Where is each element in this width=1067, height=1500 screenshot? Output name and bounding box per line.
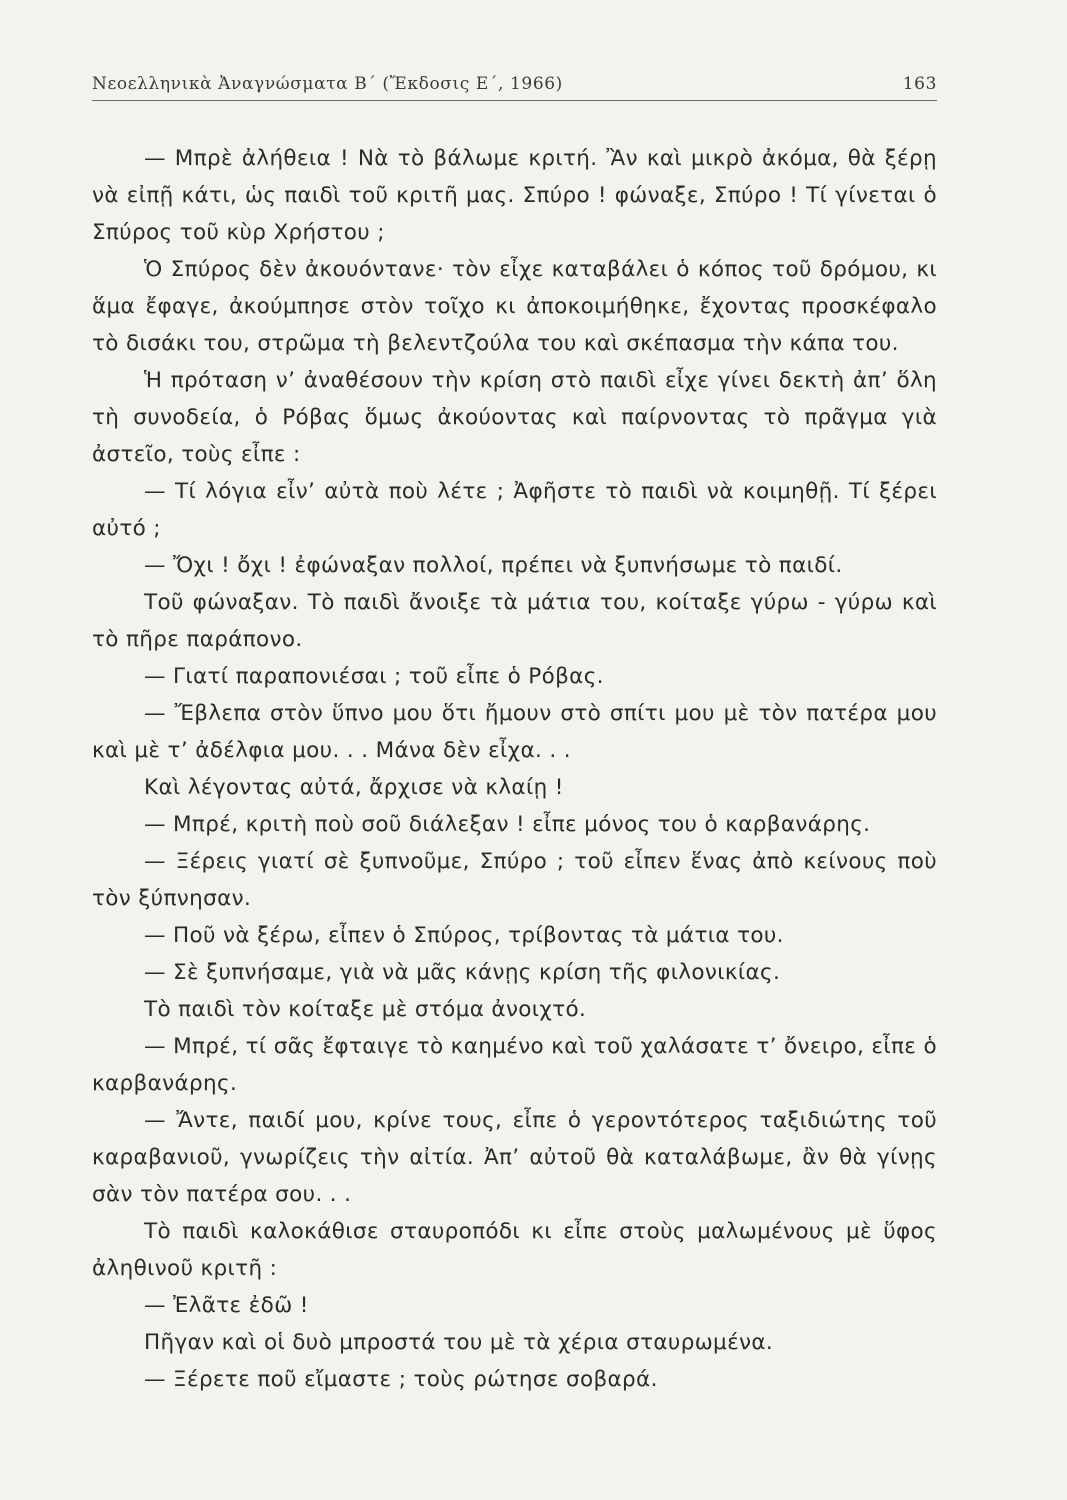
paragraph: Τὸ παιδὶ καλοκάθισε σταυροπόδι κι εἶπε στοὺς μαλωμένους μὲ ὕφος ἀληθινοῦ κριτῆ :: [92, 1219, 937, 1281]
paragraph: — Γιατί παραπονιέσαι ; τοῦ εἶπε ὁ Ρόβας.: [144, 664, 604, 689]
paragraph: Καὶ λέγοντας αὐτά, ἄρχισε νὰ κλαίῃ !: [144, 775, 564, 800]
paragraph: — Ξέρετε ποῦ εἴμαστε ; τοὺς ρώτησε σοβαρά.: [144, 1367, 658, 1392]
paragraph: — Ξέρεις γιατί σὲ ξυπνοῦμε, Σπύρο ; τοῦ εἶπεν ἕνας ἀπὸ κείνους ποὺ τὸν ξύπνησαν.: [92, 849, 937, 911]
paragraph: — Μπρέ, τί σᾶς ἔφταιγε τὸ καημένο καὶ τοῦ χαλάσατε τ’ ὄνειρο, εἶπε ὁ καρβανάρης.: [92, 1034, 937, 1096]
paragraph: — Ἐλᾶτε ἐδῶ !: [144, 1293, 309, 1318]
running-header: [92, 68, 937, 100]
paragraph: — Ἔβλεπα στὸν ὕπνο μου ὅτι ἤμουν στὸ σπίτι μου μὲ τὸν πατέρα μου καὶ μὲ τ’ ἀδέλφια μου. . . Μάνα δὲν εἶχα. . .: [92, 701, 937, 763]
paragraph: — Ὄχι ! ὄχι ! ἐφώναξαν πολλοί, πρέπει νὰ ξυπνήσωμε τὸ παιδί.: [144, 553, 843, 578]
paragraph: — Μπρέ, κριτὴ ποὺ σοῦ διάλεξαν ! εἶπε μόνος του ὁ καρβανάρης.: [144, 812, 871, 837]
paragraph: — Μπρὲ ἀλήθεια ! Νὰ τὸ βάλωμε κριτή. Ἂν καὶ μικρὸ ἀκόμα, θὰ ξέρῃ νὰ εἰπῇ κάτι, ὡς παιδὶ τοῦ κριτῆ μας. Σπύρο ! φώναξε, Σπύρο ! Τί γίνεται ὁ Σπύρος τοῦ κὺρ Χρήστου ;: [92, 146, 937, 245]
page-body: [92, 140, 937, 1398]
paragraph: Ὁ Σπύρος δὲν ἀκουόντανε· τὸν εἶχε καταβάλει ὁ κόπος τοῦ δρόμου, κι ἅμα ἔφαγε, ἀκούμπησε στὸν τοῖχο κι ἀποκοιμήθηκε, ἔχοντας προσκέφαλο τὸ δισάκι του, στρῶμα τὴ βελεντζούλα του καὶ σκέπασμα τὴν κάπα του.: [92, 257, 937, 356]
paragraph: — Ἄντε, παιδί μου, κρίνε τους, εἶπε ὁ γεροντότερος ταξιδιώτης τοῦ καραβανιοῦ, γνωρίζεις τὴν αἰτία. Ἀπ’ αὐτοῦ θὰ καταλάβωμε, ἂν θὰ γίνῃς σὰν τὸν πατέρα σου. . .: [92, 1108, 937, 1207]
paragraph: — Τί λόγια εἶν’ αὐτὰ ποὺ λέτε ; Ἀφῆστε τὸ παιδὶ νὰ κοιμηθῇ. Τί ξέρει αὐτό ;: [92, 479, 937, 541]
paragraph: Πῆγαν καὶ οἱ δυὸ μπροστά του μὲ τὰ χέρια σταυρωμένα.: [144, 1330, 774, 1355]
paragraph: Ἡ πρόταση ν’ ἀναθέσουν τὴν κρίση στὸ παιδὶ εἶχε γίνει δεκτὴ ἀπ’ ὅλη τὴ συνοδεία, ὁ Ρόβας ὅμως ἀκούοντας καὶ παίρνοντας τὸ πρᾶγμα γιὰ ἀστεῖο, τοὺς εἶπε :: [92, 368, 937, 467]
page-number: 163: [902, 74, 937, 94]
book-page: [92, 68, 937, 1468]
header-rule: [92, 100, 937, 101]
book-title: Νεοελληνικὰ Ἀναγνώσματα Β΄ (Ἔκδοσις Ε΄, 1966): [92, 74, 563, 94]
paragraph: — Ποῦ νὰ ξέρω, εἶπεν ὁ Σπύρος, τρίβοντας τὰ μάτια του.: [144, 923, 784, 948]
paragraph: Τοῦ φώναξαν. Τὸ παιδὶ ἄνοιξε τὰ μάτια του, κοίταξε γύρω - γύρω καὶ τὸ πῆρε παράπονο.: [92, 590, 937, 652]
paragraph: Τὸ παιδὶ τὸν κοίταξε μὲ στόμα ἀνοιχτό.: [144, 997, 587, 1022]
paragraph: — Σὲ ξυπνήσαμε, γιὰ νὰ μᾶς κάνῃς κρίση τῆς φιλονικίας.: [144, 960, 781, 985]
